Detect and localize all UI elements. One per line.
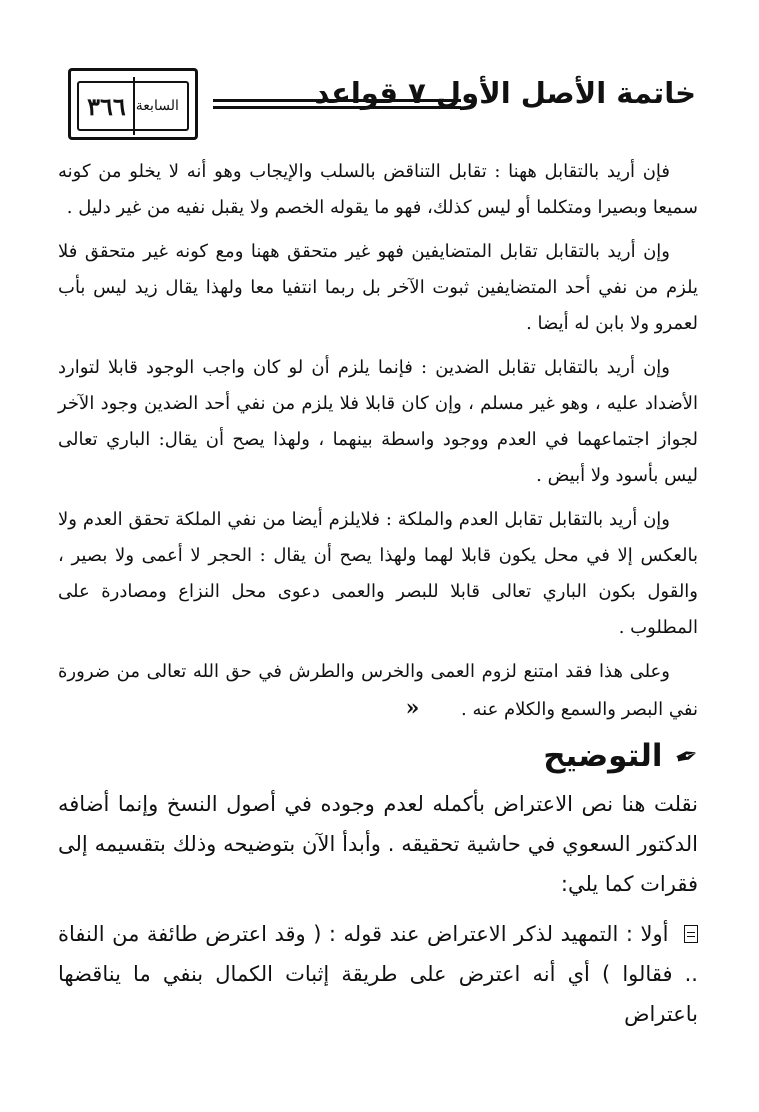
explanation-paragraph-2-text: أولا : التمهيد لذكر الاعتراض عند قوله : ( وقد اعترض طائفة من النفاة .. فقالوا ) أي أنه اعترض على طريقة إثبات الكمال بنفي ما يناقضها باعتراض [58,922,698,1026]
explanation-paragraph-1: نقلت هنا نص الاعتراض بأكمله لعدم وجوده في أصول النسخ وإنما أضافه الدكتور السعوي في حاشية تحقيقه . وأبدأ الآن بتوضيحه وذلك بتقسيمه إلى فقرات كما يلي: [58,792,698,896]
quoted-paragraph-2: وإن أريد بالتقابل تقابل المتضايفين فهو غير متحقق ههنا ومع كونه غير متحقق فلا يلزم من نفي أحد المتضايفين ثبوت الآخر بل ربما انتفيا معا ولهذا يقال زيد ليس بأب لعمرو ولا بابن له أيضا . [58,241,698,334]
section-title [58,736,703,776]
quoted-paragraph-4: وإن أريد بالتقابل تقابل العدم والملكة : فلايلزم أيضا من نفي الملكة تحقق العدم ولا بالعكس إلا في محل يكون قابلا لهما ولهذا يصح أن يقال : الحجر لا أعمى ولا بصير ، والقول بكون الباري تعالى قابلا للبصر والعمى دعوى محل النزاع ومصادرة على المطلوب . [58,509,698,638]
section-title-text: التوضيح [543,738,663,774]
feather-pen-icon: ✒ [670,736,703,776]
page-number-book-frame [68,68,198,140]
quoted-paragraph-3: وإن أريد بالتقابل تقابل الضدين : فإنما يلزم أن لو كان واجب الوجود قابلا لتوارد الأضداد عليه ، وهو غير مسلم ، وإن كان قابلا فلا يلزم من نفي أحد الضدين وجود الآخر لجواز اجتماعهما في العدم ووجود واسطة بينهما ، ولهذا يصح أن يقال: الباري تعالى ليس بأسود ولا أبيض . [58,357,698,486]
chapter-label: السابعة [135,98,179,114]
quoted-paragraph-5-text: وعلى هذا فقد امتنع لزوم العمى والخرس والطرش في حق الله تعالى من ضرورة نفي البصر والسمع والكلام عنه . [58,661,698,720]
explanation-paragraph-2 [58,914,698,1034]
page-content [58,154,703,1042]
end-mark: « [405,695,420,721]
page-header [68,68,696,140]
book-inner [77,81,189,131]
document-icon [684,925,698,943]
running-title: خاتمة الأصل الأول ٧ قواعد [314,76,696,110]
page-number: ٣٦٦ [87,91,126,121]
quoted-paragraph-1: فإن أريد بالتقابل ههنا : تقابل التناقض بالسلب والإيجاب وهو أنه لا يخلو من كونه سميعا وبصيرا ومتكلما أو ليس كذلك، فهو ما يقوله الخصم ولا يقبل نفيه من غير دليل . [58,161,698,218]
quoted-paragraph-5 [58,654,698,728]
